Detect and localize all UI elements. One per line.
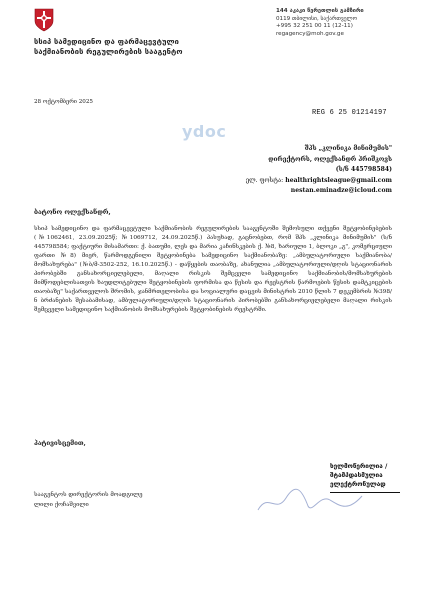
letter-body: სსიპ სამედიცინო და ფარმაცევტული საქმიანობის რეგულირების სააგენტოში შემოსული თქვენი შეტყობინებების (№1062461, 23.09.2025წ; №1069712, 24.09.2025წ.) პასუხად, გაცნობებთ, რომ შპს „კლინიკა მინიმუმის" (ს/ნ 445798584; ფაქტიური მისამართი: ქ. ბათუმი, ლეს და მარია კაჩინსკების ქ. №8, ხარიული 1, ბლოკი „გ", კომერციული ფართი №8) მიერ, წარმოდგენილი შეტყობინება სამედიცინო საქმიანობაზე: „ამბულატორიული საქმიანობა/მომსახურება" (№ბ/მ-3502-252, 16.10.2025წ.) - დაწყების თაობაზე, ახანულია „ამბულატორიული/დღის სტაციონარის პირობებში განსახორციელებელი, მაღალი რისკის შემცველი სამედიცინო საქმიანობის/მომსახურების მიმწოდებლისათვის ხაუდლიტებული შეტყობინების ფორმისა და წესის და რეესტრის წარმოების წესის დამტკიცების თაობაზე" საქართველოს შრომის, ჯანმრთელობისა და სოციალური დაცვის მინისტრის 2010 წლის 7 დეკემბრის №398/ნ ბრძანების შესაბამისად, ამბულატორიული/დღის სტაციონარის პირობებში განსახორციელებელი მაღალი რისკის შემცველი სამედიცინო საქმიანობის მომსახურების შეტყობინების რეესტრში. xyxy=(34,226,392,313)
agency-name-line1: სსიპ სამედიცინო და ფარმაცევტული xyxy=(34,37,179,46)
contact-street: 144 აკაკი წერეთლის გამზირი xyxy=(276,8,364,14)
recipient-org: შპს „კლინიკა მინიმუმის" xyxy=(304,145,392,152)
electronic-signature-stamp xyxy=(330,462,402,506)
recipient-director: დირექტორს, ოლექსანდრ ჰრიშკოვს xyxy=(268,155,392,163)
recipient-block xyxy=(180,144,392,197)
recipient-email-1[interactable]: healthrightsleague@gmail.com xyxy=(285,176,392,184)
stamp-line1: ხელმოწერილია / xyxy=(330,462,388,470)
recipient-id: (ს/ნ 445798584) xyxy=(335,166,392,173)
recipient-email-row xyxy=(180,176,392,187)
greeting: ბატონო ოლექსანდრ, xyxy=(34,208,111,216)
signer-name: ლილი ქოჩაშვილი xyxy=(34,502,89,508)
ydoc-watermark: ydoc xyxy=(182,122,227,141)
signer-title: სააგენტოს დირექტორის მოადგილე xyxy=(34,492,143,498)
closing: პატივისცემით, xyxy=(34,440,86,447)
agency-name xyxy=(34,37,234,57)
signer-block xyxy=(34,490,143,510)
recipient-email-2[interactable]: nestan.eminadze@icloud.com xyxy=(290,187,392,194)
contact-city: 0119 თბილისი, საქართველო xyxy=(276,15,357,22)
contact-block xyxy=(276,8,416,38)
agency-name-line2: საქმიანობის რეგულირების სააგენტო xyxy=(34,47,183,56)
email-label: ელ. ფოსტა: xyxy=(245,176,284,184)
stamp-line2: შტამპდასმულია xyxy=(330,471,383,479)
contact-phone: +995 32 251 00 11 (12-11) xyxy=(276,23,353,30)
contact-email[interactable]: regagency@moh.gov.ge xyxy=(276,30,344,37)
registration-number: REG 6 25 01214197 xyxy=(312,109,387,117)
coat-of-arms-logo xyxy=(34,8,54,32)
stamp-underline xyxy=(330,492,400,493)
letter-date: 28 ოქტომბერი 2025 xyxy=(34,99,93,105)
stamp-line3: ელექტრონულად xyxy=(330,480,386,488)
